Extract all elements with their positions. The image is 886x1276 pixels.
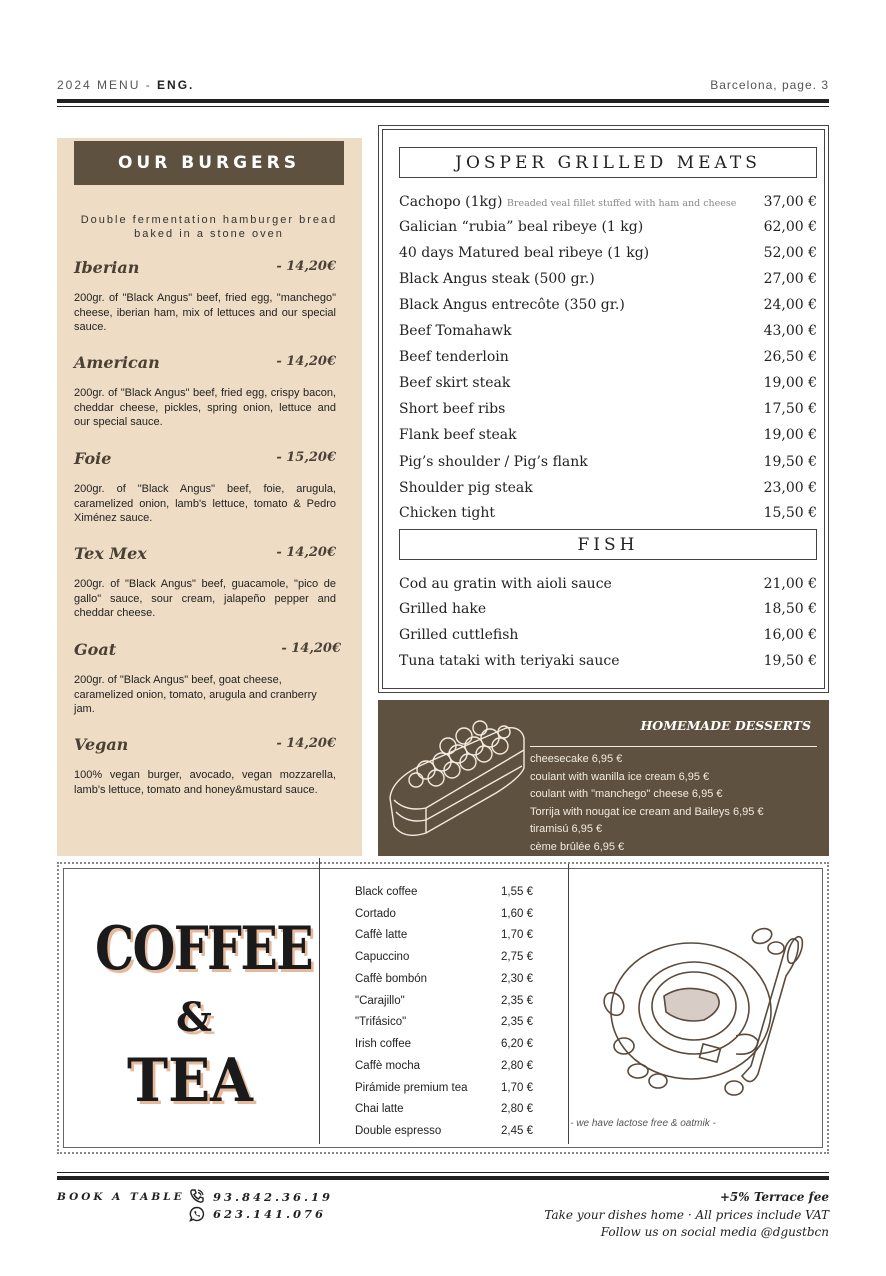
desserts-panel [378, 700, 829, 856]
desserts-list [530, 751, 764, 856]
fish-row [399, 627, 817, 649]
coffee-row [355, 1038, 533, 1058]
desserts-title: HOMEMADE DESSERTS [640, 718, 811, 733]
coffee-panel [57, 862, 829, 1154]
meat-name: Short beef ribs [399, 401, 506, 417]
burger-price: - 14,20€ [276, 545, 336, 560]
burger-desc: 200gr. of "Black Angus" beef, fried egg, crispy bacon, cheddar cheese, pickles, spring onion, lettuce and our special sauce. [74, 387, 336, 428]
coffee-name: "Carajillo" [355, 995, 405, 1007]
meat-name: Pig’s shoulder / Pig’s flank [399, 454, 588, 470]
tea-heading: TEA [127, 1046, 253, 1116]
dessert-item: cème brûlée 6,95 € [530, 840, 625, 853]
meat-row [399, 401, 817, 423]
meat-price: 19,50 € [763, 454, 817, 470]
coffee-price: 1,55 € [501, 886, 533, 898]
dessert-item: cheesecake 6,95 € [530, 753, 623, 765]
coffee-price: 2,35 € [501, 1016, 533, 1028]
meat-price: 15,50 € [763, 505, 817, 521]
meat-name-text: Cachopo (1kg) [399, 194, 503, 210]
meat-row [399, 375, 817, 397]
dessert-item: coulant with "manchego" cheese 6,95 € [530, 788, 723, 800]
burger-name: Goat [74, 640, 117, 659]
burger-item [74, 544, 336, 621]
whatsapp-icon [189, 1206, 205, 1222]
footer-divider-thin [57, 1172, 829, 1173]
burger-price: - 14,20€ [276, 259, 336, 274]
coffee-ampersand: & [176, 994, 213, 1041]
burger-item [74, 449, 336, 526]
coffee-row [355, 973, 533, 993]
meats-title: JOSPER GRILLED MEATS [399, 147, 817, 178]
coffee-price: 2,35 € [501, 995, 533, 1007]
page-location: Barcelona, page. 3 [710, 78, 829, 92]
coffee-row [355, 995, 533, 1015]
meat-name: Flank beef steak [399, 427, 517, 443]
coffee-row [355, 886, 533, 906]
cake-illustration [386, 708, 526, 848]
burger-name: Iberian [74, 258, 140, 277]
burger-item [74, 735, 336, 797]
burger-desc: 200gr. of "Black Angus" beef, goat cheese, caramelized onion, tomato, arugula and cranberry jam. [74, 674, 317, 715]
coffee-name: Chai latte [355, 1103, 404, 1115]
coffee-price: 2,45 € [501, 1125, 533, 1137]
burgers-subtitle: Double fermentation hamburger bread baked in a stone oven [80, 214, 338, 240]
fish-row [399, 601, 817, 623]
meat-price: 19,00 € [763, 427, 817, 443]
dessert-item: coulant with wanilla ice cream 6,95 € [530, 770, 710, 783]
phone-number[interactable]: 93.842.36.19 [213, 1190, 334, 1204]
coffee-divider-left [319, 858, 320, 1144]
meat-row [399, 219, 817, 241]
meat-row [399, 271, 817, 293]
footer-divider [57, 1176, 829, 1180]
meat-price: 27,00 € [763, 271, 817, 287]
meat-name: Beef tenderloin [399, 349, 509, 365]
burger-name: Foie [74, 449, 112, 468]
menu-language: ENG. [157, 78, 195, 92]
coffee-name: Cortado [355, 908, 396, 920]
meat-name: Shoulder pig steak [399, 480, 533, 496]
coffee-name: "Trifásico" [355, 1016, 407, 1028]
whatsapp-number[interactable]: 623.141.076 [213, 1207, 327, 1221]
coffee-name: Caffè bombón [355, 973, 428, 985]
meat-row [399, 323, 817, 345]
meat-row [399, 480, 817, 502]
meat-row [399, 297, 817, 319]
coffee-row [355, 1125, 533, 1145]
burger-item [74, 353, 336, 430]
coffee-row [355, 951, 533, 971]
page-header [57, 78, 829, 96]
coffee-price: 2,80 € [501, 1060, 533, 1072]
dessert-item: tiramisú 6,95 € [530, 823, 603, 835]
fish-row [399, 653, 817, 675]
takeaway-vat-note: Take your dishes home · All prices include VAT [544, 1208, 829, 1222]
meat-row [399, 194, 817, 216]
burger-desc: 200gr. of "Black Angus" beef, foie, arugula, caramelized onion, lamb's lettuce, tomato & Pedro Ximénez sauce. [74, 483, 336, 524]
meat-row [399, 454, 817, 476]
burger-name: Vegan [74, 735, 129, 754]
coffee-name: Caffè latte [355, 929, 408, 941]
burger-price: - 14,20€ [276, 736, 336, 751]
desserts-divider [530, 746, 817, 747]
meat-price: 17,50 € [763, 401, 817, 417]
coffee-name: Caffè mocha [355, 1060, 420, 1072]
burger-desc: 200gr. of "Black Angus" beef, fried egg, "manchego" cheese, iberian ham, mix of lettuces and our special sauce. [74, 292, 336, 333]
burger-price: - 14,20€ [276, 354, 336, 369]
coffee-row [355, 1082, 533, 1102]
meat-price: 19,00 € [763, 375, 817, 391]
coffee-price: 1,70 € [501, 1082, 533, 1094]
menu-label [57, 78, 194, 92]
meat-price: 62,00 € [763, 219, 817, 235]
coffee-price: 2,80 € [501, 1103, 533, 1115]
meat-name: Chicken tight [399, 505, 495, 521]
coffee-price: 1,70 € [501, 929, 533, 941]
coffee-row [355, 1103, 533, 1123]
burger-item [74, 640, 341, 717]
meat-name: Black Angus entrecôte (350 gr.) [399, 297, 625, 313]
coffee-name: Irish coffee [355, 1038, 412, 1050]
fish-name: Grilled cuttlefish [399, 627, 519, 643]
meat-row [399, 245, 817, 267]
meat-price: 26,50 € [763, 349, 817, 365]
coffee-row [355, 1016, 533, 1036]
coffee-cup-illustration [586, 916, 806, 1106]
coffee-name: Capuccino [355, 951, 410, 963]
meats-panel [378, 125, 829, 693]
social-media-note[interactable]: Follow us on social media @dgustbcn [600, 1225, 829, 1239]
meat-price: 37,00 € [763, 194, 817, 210]
burger-item [74, 258, 336, 335]
lactose-note: - we have lactose free & oatmik - [570, 1118, 716, 1129]
fish-name: Cod au gratin with aioli sauce [399, 576, 612, 592]
meat-name: Black Angus steak (500 gr.) [399, 271, 595, 287]
coffee-price: 2,75 € [501, 951, 533, 963]
fish-name: Tuna tataki with teriyaki sauce [399, 653, 620, 669]
fish-price: 16,00 € [763, 627, 817, 643]
burger-name: American [74, 353, 160, 372]
coffee-divider-right [568, 864, 569, 1144]
header-divider-thin [57, 106, 829, 107]
meat-price: 43,00 € [763, 323, 817, 339]
coffee-price: 1,60 € [501, 908, 533, 920]
coffee-price: 2,30 € [501, 973, 533, 985]
menu-year: 2024 MENU - [57, 78, 158, 92]
coffee-name: Double espresso [355, 1125, 442, 1137]
meat-name [399, 194, 736, 210]
burger-price: - 14,20€ [281, 641, 341, 656]
fish-price: 21,00 € [763, 576, 817, 592]
coffee-name: Pirámide premium tea [355, 1082, 468, 1094]
fish-row [399, 576, 817, 598]
meat-row [399, 505, 817, 527]
fish-price: 18,50 € [763, 601, 817, 617]
meat-price: 24,00 € [763, 297, 817, 313]
coffee-row [355, 1060, 533, 1080]
meat-name: Galician “rubia” beal ribeye (1 kg) [399, 219, 644, 235]
phone-icon [189, 1188, 205, 1204]
coffee-row [355, 929, 533, 949]
burger-name: Tex Mex [74, 544, 147, 563]
fish-title: FISH [399, 529, 817, 560]
meat-name: Beef Tomahawk [399, 323, 512, 339]
coffee-heading: COFFEE [95, 914, 313, 984]
header-divider [57, 99, 829, 103]
burger-desc: 200gr. of "Black Angus" beef, guacamole, "pico de gallo" sauce, sour cream, jalapeño pepper and cheddar cheese. [74, 578, 336, 619]
dessert-item: Torrija with nougat ice cream and Baileys 6,95 € [530, 805, 764, 818]
book-table-label: BOOK A TABLE [57, 1191, 185, 1203]
meat-name: Beef skirt steak [399, 375, 511, 391]
burger-price: - 15,20€ [276, 450, 336, 465]
meat-price: 23,00 € [763, 480, 817, 496]
coffee-price: 6,20 € [501, 1038, 533, 1050]
meat-row [399, 349, 817, 371]
terrace-fee: +5% Terrace fee [719, 1190, 829, 1204]
meat-name: 40 days Matured beal ribeye (1 kg) [399, 245, 650, 261]
burgers-panel [57, 138, 362, 856]
coffee-name: Black coffee [355, 886, 418, 898]
burgers-title: OUR BURGERS [74, 141, 344, 185]
burger-desc: 100% vegan burger, avocado, vegan mozzarella, lamb's lettuce, tomato and honey&mustard sauce. [74, 769, 336, 796]
fish-name: Grilled hake [399, 601, 487, 617]
meat-price: 52,00 € [763, 245, 817, 261]
fish-price: 19,50 € [763, 653, 817, 669]
meat-note: Breaded veal fillet stuffed with ham and cheese [506, 198, 737, 209]
meat-row [399, 427, 817, 449]
meats-inner-frame [382, 129, 825, 689]
coffee-row [355, 908, 533, 928]
